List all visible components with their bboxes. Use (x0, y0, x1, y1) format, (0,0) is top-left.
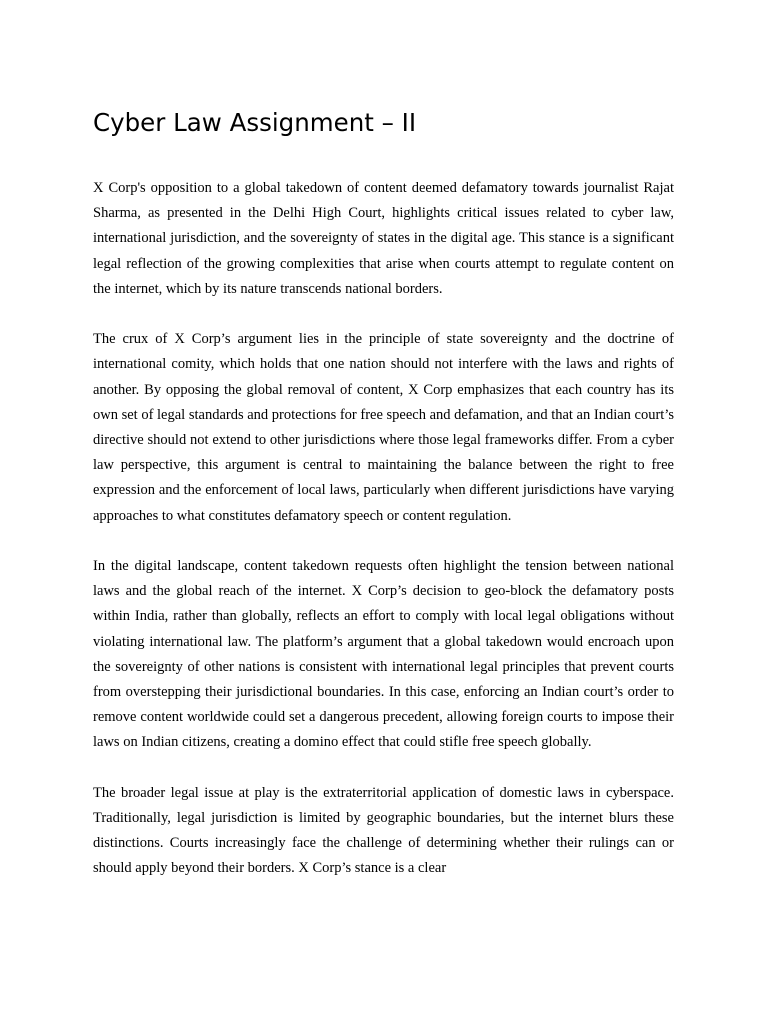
document-title: Cyber Law Assignment – II (93, 108, 417, 137)
paragraph-1: X Corp's opposition to a global takedown of content deemed defamatory towards journalist Rajat Sharma, as presented in the Delhi High Court, highlights critical issues related to cyber law, international jurisdiction, and the sovereignty of states in the digital age. This stance is a significant legal reflection of the growing complexities that arise when courts attempt to regulate content on the internet, which by its nature transcends national borders. (93, 180, 674, 297)
document-body (93, 176, 674, 907)
paragraph-2: The crux of X Corp’s argument lies in the principle of state sovereignty and the doctrine of international comity, which holds that one nation should not interfere with the laws and rights of another. By opposing the global removal of content, X Corp emphasizes that each country has its own set of legal standards and protections for free speech and defamation, and that an Indian court’s directive should not extend to other jurisdictions where those legal frameworks differ. From a cyber law perspective, this argument is central to maintaining the balance between the right to free expression and the enforcement of local laws, particularly when different jurisdictions have varying approaches to what constitutes defamatory speech or content regulation. (93, 331, 675, 524)
paragraph-4: The broader legal issue at play is the extraterritorial application of domestic laws in cyberspace. Traditionally, legal jurisdiction is limited by geographic boundaries, but the internet blurs these distinctions. Courts increasingly face the challenge of determining whether their rulings can or should apply beyond their borders. X Corp’s stance is a clear (93, 784, 674, 877)
paragraph-3: In the digital landscape, content takedown requests often highlight the tension between national laws and the global reach of the internet. X Corp’s decision to geo-block the defamatory posts within India, rather than globally, reflects an effort to comply with local legal obligations without violating international law. The platform’s argument that a global takedown would encroach upon the sovereignty of other nations is consistent with international legal principles that prevent courts from overstepping their jurisdictional boundaries. In this case, enforcing an Indian court’s order to remove content worldwide could set a dangerous precedent, allowing foreign courts to impose their laws on Indian citizens, creating a domino effect that could stifle free speech globally. (93, 558, 674, 751)
